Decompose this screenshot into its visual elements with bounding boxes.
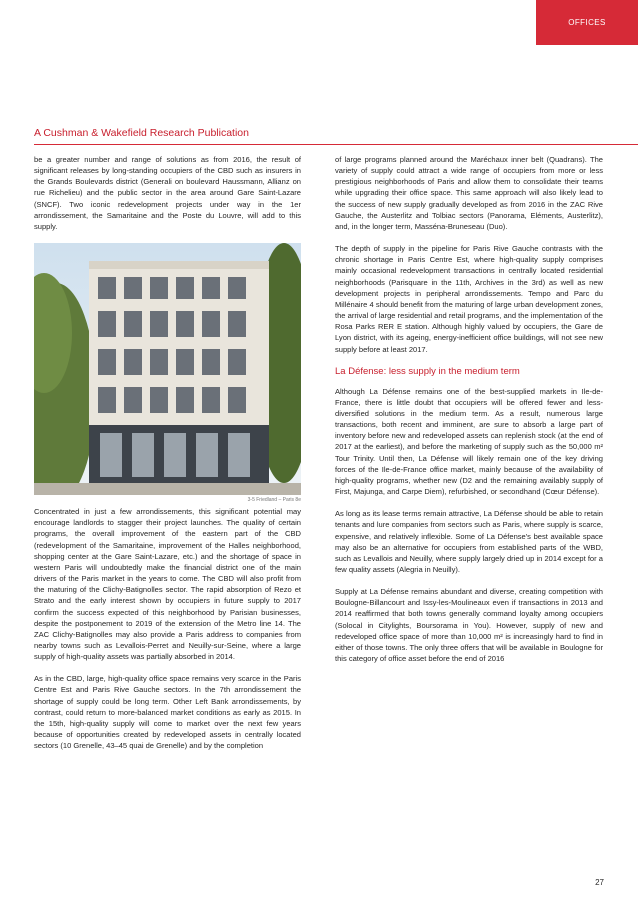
section-tab-label: OFFICES	[568, 18, 606, 27]
paragraph: Although La Défense remains one of the best-supplied markets in Ile-de-France, there is little doubt that occupiers will be offered fewer and less-diversified solutions in the medium term. As a result, numerous large transactions, both recent and imminent, are sure to absorb a large part of inventory before new and redeveloped assets can replenish stock (at the end of 2017 at the earliest), and before the marketing of supply such as the 50,000 m² Tour Trinity. Until then, La Défense will likely remain one of the key driving forces of the Ile-de-France office market, mainly because of the availability of high-quality programs, whether new (D2 and the remaining availably supply of First, Majunga, and Carpe Diem), refurbished, or secondhand (Cœur Défense).	[335, 386, 603, 497]
paragraph: As in the CBD, large, high-quality office space remains very scarce in the Paris Centre Est and Paris Rive Gauche sectors. In the 7th arrondissement the shortage of supply could be long term. Other Left Bank arrondissements, by contrast, could return to more-balanced market conditions as early as 2015. In the 15th, high-quality supply will come to market over the next few years because of opportunities created by redeveloped assets in centrally located sectors (10 Grenelle, 43–45 quai de Grenelle) and by the completion	[34, 674, 301, 751]
paragraph: of large programs planned around the Maréchaux inner belt (Quadrans). The variety of supply could attract a wide range of occupiers from more or less prestigious neighborhoods of Paris and allow them to consolidate their teams while upgrading their office space. This same approach will also likely lead to the success of new supply gradually developed as from 2016 in the ZAC Rive Gauche, the Austerlitz and Tolbiac sectors (Panorama, Eléments, Austerlitz), and, in the longer term, Masséna-Bruneseau (Duo).	[335, 155, 603, 231]
paragraph: The depth of supply in the pipeline for Paris Rive Gauche contrasts with the chronic shortage in Paris Centre Est, where high-quality supply comprises mainly occasional redevelopment transactions in centrally located residential neighborhoods (Parisquare in the 11th, Archives in the 3rd) as well as new development projects in peripheral arrondissements. Tempo and Parc du Millénaire 4 should benefit from the maturing of large urban development zones, the arrival of large residential and retail programs, and the implementation of the Rosa Parks RER E station. Although highly valued by occupiers, the Gare de Lyon district, with its ageing, energy-inefficient office buildings, will not see new supply before at least 2017.	[335, 244, 603, 354]
section-heading: La Défense: less supply in the medium term	[335, 365, 520, 377]
paragraph: As long as its lease terms remain attractive, La Défense should be able to retain tenants and lure companies from sectors such as Paris, where supply is scarce, expensive, and relatively inflexible. Some of La Défense's best available space may also be an alternative for occupiers from established parts of the WBD, such as Levallois and Neuilly, where supply largely dried up in 2014 except for a few quality assets (Alegria in Neuilly).	[335, 509, 603, 574]
building-photo	[34, 243, 301, 495]
paragraph: Supply at La Défense remains abundant and diverse, creating competition with Boulogne-Billancourt and Issy-les-Moulineaux even if transactions in 2013 and 2014 reaffirmed that both towns generally command loyalty among occupiers (Solocal in Citylights, Boursorama in You). However, supply of new and redeveloped office space of more than 10,000 m² is increasingly hard to find in either of those towns. The only three offers that will be available in Boulogne for this category of office asset before the end of 2016	[335, 587, 603, 664]
right-column	[335, 154, 603, 675]
paragraph: Concentrated in just a few arrondissements, this significant potential may encourage landlords to stagger their project launches. The quality of certain programs, the overall improvement of the eastern part of the CBD (redevelopment of the Samaritaine, improvement of the Halles neighborhood, shopping center at the Gare Saint-Lazare, etc.) and the shortage of space in western Paris will undoubtedly make the financial district one of the main drivers of the Paris market in the years to come. The CBD will also profit from the maturing of the Clichy-Batignolles sector. The rapid absorption of Rezo et Strato and the early interest shown by occupiers in future supply to 2017 confirm the success expected of this neighborhood by Parisian businesses, despite the postponement to 2019 of the extension of the Metro line 14. The ZAC Clichy-Batignolles may also provide a Paris address to companies from nearby towns such as Levallois-Perret and Neuilly-sur-Seine, where a large supply of high-quality assets was partially absorbed in 2014.	[34, 507, 301, 662]
photo-credit: 3-5 Friedland – Paris 8e	[247, 497, 301, 504]
publication-title: A Cushman & Wakefield Research Publication	[34, 127, 249, 139]
header-divider	[34, 144, 638, 145]
left-column	[34, 154, 301, 762]
section-tab	[536, 0, 638, 45]
page-number: 27	[595, 878, 604, 887]
paragraph: be a greater number and range of solutions as from 2016, the result of significant releases by long-standing occupiers of the CBD such as insurers in the Grands Boulevards district (Generali on boulevard Haussmann, Allianz on rue Richelieu) and the public sector in the area around Gare Saint-Lazare (SNCF). Two iconic redevelopment projects under way in the 1er arrondissement, the Samaritaine and the Poste du Louvre, will add to this supply.	[34, 155, 301, 231]
